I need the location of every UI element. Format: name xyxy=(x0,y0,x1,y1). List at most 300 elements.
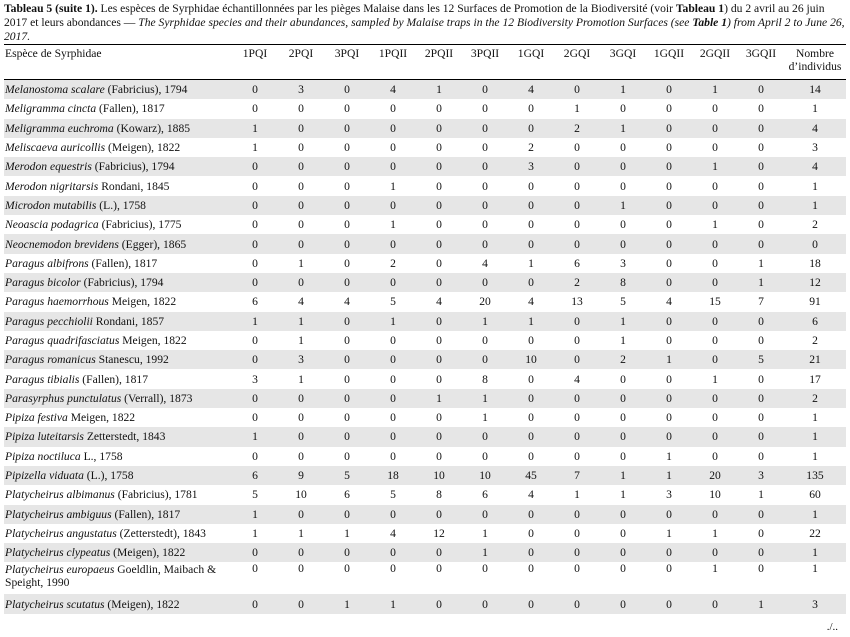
count-cell: 0 xyxy=(390,411,396,425)
count-cell: 4 xyxy=(528,488,534,502)
count-cell: 0 xyxy=(554,80,600,100)
count-cell: 2 xyxy=(554,273,600,292)
count-cell: 0 xyxy=(738,234,784,253)
species-authority: (Meigen), 1822 xyxy=(104,597,180,611)
count-cell: 8 xyxy=(482,372,488,386)
count-cell: 0 xyxy=(574,334,580,347)
species-name-cell xyxy=(4,80,232,100)
count-cell: 0 xyxy=(508,119,554,138)
species-authority: (Meigen), 1822 xyxy=(110,546,186,560)
count-cell: 0 xyxy=(554,543,600,562)
count-cell: 1 xyxy=(462,389,508,408)
count-cell: 1 xyxy=(712,526,718,540)
count-cell: 1 xyxy=(324,594,370,613)
count-cell: 20 xyxy=(479,295,491,309)
count-cell: 0 xyxy=(416,273,462,292)
species-binomial: Microdon mutabilis xyxy=(5,198,97,212)
count-cell: 0 xyxy=(370,350,416,369)
column-header: 1GQI xyxy=(508,46,554,80)
species-binomial: Paragus pecchiolii xyxy=(5,314,93,328)
species-authority: (Meigen), 1822 xyxy=(105,141,181,155)
total-count-cell: 12 xyxy=(784,273,846,292)
syrphidae-abundance-table xyxy=(4,46,846,614)
count-cell: 0 xyxy=(252,256,258,270)
column-header: 1PQI xyxy=(232,46,278,80)
count-cell: 1 xyxy=(232,312,278,331)
caption-french-table-ref: Tableau 1 xyxy=(675,2,725,15)
species-binomial: Meligramma cincta xyxy=(5,102,97,116)
count-cell: 0 xyxy=(436,218,442,232)
species-authority: (Fallen), 1817 xyxy=(96,102,165,116)
species-name-cell xyxy=(4,408,232,427)
count-cell: 5 xyxy=(738,350,784,369)
count-cell: 4 xyxy=(482,256,488,270)
count-cell: 0 xyxy=(554,312,600,331)
count-cell: 0 xyxy=(738,389,784,408)
species-name-cell xyxy=(4,312,232,331)
count-cell: 0 xyxy=(712,102,718,116)
species-authority: Rondani, 1845 xyxy=(98,179,170,193)
count-cell: 4 xyxy=(666,295,672,309)
count-cell: 1 xyxy=(666,526,672,540)
header-row xyxy=(4,46,846,80)
total-count-cell: 1 xyxy=(784,427,846,446)
count-cell: 1 xyxy=(462,312,508,331)
count-cell: 0 xyxy=(416,427,462,446)
count-cell: 0 xyxy=(574,218,580,232)
table-row xyxy=(4,215,846,234)
count-cell: 0 xyxy=(692,543,738,562)
count-cell: 1 xyxy=(416,80,462,100)
species-name-cell xyxy=(4,447,232,466)
species-name-cell xyxy=(4,273,232,292)
count-cell: 0 xyxy=(278,543,324,562)
count-cell: 0 xyxy=(416,594,462,613)
species-binomial: Pipiza noctiluca xyxy=(5,449,81,463)
count-cell: 0 xyxy=(324,543,370,562)
count-cell: 0 xyxy=(462,350,508,369)
count-cell: 0 xyxy=(528,449,534,463)
count-cell: 0 xyxy=(646,119,692,138)
count-cell: 0 xyxy=(666,256,672,270)
count-cell: 4 xyxy=(370,80,416,100)
count-cell: 0 xyxy=(298,141,304,155)
count-cell: 0 xyxy=(462,505,508,524)
species-name-cell xyxy=(4,369,232,388)
count-cell: 0 xyxy=(758,372,764,386)
count-cell: 0 xyxy=(738,119,784,138)
count-cell: 0 xyxy=(738,80,784,100)
count-cell: 0 xyxy=(508,234,554,253)
count-cell: 5 xyxy=(252,488,258,502)
count-cell: 9 xyxy=(278,466,324,485)
table-row xyxy=(4,369,846,388)
count-cell: 0 xyxy=(600,389,646,408)
count-cell: 0 xyxy=(600,157,646,176)
count-cell: 0 xyxy=(692,312,738,331)
column-header: 3PQII xyxy=(462,46,508,80)
count-cell: 0 xyxy=(692,427,738,446)
table-row xyxy=(4,138,846,157)
species-authority: Stanescu, 1992 xyxy=(95,353,169,367)
count-cell: 1 xyxy=(620,334,626,347)
count-cell: 0 xyxy=(482,179,488,193)
count-cell: 0 xyxy=(758,562,764,576)
count-cell: 0 xyxy=(528,334,534,347)
species-authority: (Fabricius), 1794 xyxy=(91,160,175,174)
count-cell: 0 xyxy=(666,141,672,155)
count-cell: 1 xyxy=(738,273,784,292)
count-cell: 0 xyxy=(508,273,554,292)
species-name-cell xyxy=(4,505,232,524)
count-cell: 1 xyxy=(600,80,646,100)
count-cell: 2 xyxy=(554,119,600,138)
count-cell: 1 xyxy=(252,141,258,155)
count-cell: 0 xyxy=(298,449,304,463)
count-cell: 0 xyxy=(344,562,350,576)
species-binomial: Platycheirus europaeus xyxy=(5,563,115,577)
count-cell: 0 xyxy=(278,119,324,138)
table-row xyxy=(4,562,846,594)
count-cell: 10 xyxy=(508,350,554,369)
table-row xyxy=(4,254,846,273)
count-cell: 5 xyxy=(390,295,396,309)
count-cell: 0 xyxy=(416,119,462,138)
species-authority: (Verrall), 1873 xyxy=(121,391,193,405)
count-cell: 4 xyxy=(436,295,442,309)
species-binomial: Parasyrphus punctulatus xyxy=(5,391,122,405)
total-count-cell: 4 xyxy=(784,119,846,138)
table-row xyxy=(4,389,846,408)
count-cell: 0 xyxy=(574,526,580,540)
table-row xyxy=(4,594,846,613)
count-cell: 1 xyxy=(252,526,258,540)
count-cell: 6 xyxy=(232,466,278,485)
count-cell: 4 xyxy=(508,80,554,100)
count-cell: 0 xyxy=(462,594,508,613)
caption-english-part-2: ) from April 2 to June 26, 2017. xyxy=(4,16,845,43)
table-row xyxy=(4,505,846,524)
total-count-cell: 21 xyxy=(784,350,846,369)
count-cell: 0 xyxy=(232,196,278,215)
species-authority: (Fabricius), 1781 xyxy=(114,488,198,502)
species-authority: Meigen, 1822 xyxy=(119,334,187,347)
count-cell: 0 xyxy=(252,102,258,116)
count-cell: 3 xyxy=(666,488,672,502)
count-cell: 1 xyxy=(712,562,718,576)
species-authority: Meigen, 1822 xyxy=(108,295,177,309)
species-name-cell xyxy=(4,389,232,408)
count-cell: 0 xyxy=(528,218,534,232)
count-cell: 0 xyxy=(370,234,416,253)
total-count-cell: 17 xyxy=(809,372,821,386)
count-cell: 0 xyxy=(436,179,442,193)
count-cell: 0 xyxy=(436,449,442,463)
table-row xyxy=(4,176,846,195)
count-cell: 1 xyxy=(712,372,718,386)
count-cell: 0 xyxy=(712,141,718,155)
count-cell: 0 xyxy=(416,505,462,524)
species-name-cell xyxy=(4,543,232,562)
count-cell: 1 xyxy=(692,80,738,100)
count-cell: 0 xyxy=(462,273,508,292)
count-cell: 4 xyxy=(574,372,580,386)
species-binomial: Merodon nigritarsis xyxy=(5,179,99,193)
count-cell: 3 xyxy=(278,350,324,369)
total-count-cell: 1 xyxy=(812,411,818,425)
table-row xyxy=(4,408,846,427)
count-cell: 1 xyxy=(646,350,692,369)
count-cell: 1 xyxy=(528,256,534,270)
count-cell: 0 xyxy=(758,449,764,463)
count-cell: 0 xyxy=(324,80,370,100)
species-binomial: Neocnemodon brevidens xyxy=(5,237,119,251)
count-cell: 0 xyxy=(436,562,442,576)
total-count-cell: 14 xyxy=(784,80,846,100)
count-cell: 1 xyxy=(232,505,278,524)
species-name-cell xyxy=(4,157,232,176)
column-header: 3GQII xyxy=(738,46,784,80)
count-cell: 45 xyxy=(508,466,554,485)
count-cell: 1 xyxy=(370,594,416,613)
table-row xyxy=(4,99,846,118)
species-authority: Goeldlin, Maibach & Speight, 1990 xyxy=(5,563,217,590)
count-cell: 0 xyxy=(666,372,672,386)
count-cell: 0 xyxy=(324,157,370,176)
count-cell: 7 xyxy=(554,466,600,485)
count-cell: 0 xyxy=(252,334,258,347)
count-cell: 0 xyxy=(390,334,396,347)
species-binomial: Pipiza festiva xyxy=(5,411,68,425)
species-name-cell xyxy=(4,427,232,446)
count-cell: 0 xyxy=(370,543,416,562)
count-cell: 18 xyxy=(370,466,416,485)
column-header: 2PQII xyxy=(416,46,462,80)
count-cell: 0 xyxy=(758,526,764,540)
count-cell: 6 xyxy=(252,295,258,309)
count-cell: 0 xyxy=(252,449,258,463)
count-cell: 5 xyxy=(390,488,396,502)
total-count-cell: 6 xyxy=(784,312,846,331)
species-authority: (Fabricius), 1794 xyxy=(104,83,188,97)
species-binomial: Paragus tibialis xyxy=(5,372,80,386)
species-name-cell xyxy=(4,254,232,273)
count-cell: 0 xyxy=(232,80,278,100)
count-cell: 4 xyxy=(528,295,534,309)
count-cell: 0 xyxy=(278,389,324,408)
count-cell: 0 xyxy=(692,196,738,215)
total-count-cell: 1 xyxy=(784,196,846,215)
count-cell: 0 xyxy=(436,141,442,155)
count-cell: 0 xyxy=(462,80,508,100)
count-cell: 0 xyxy=(646,427,692,446)
total-count-cell: 2 xyxy=(812,218,818,232)
count-cell: 0 xyxy=(324,234,370,253)
count-cell: 3 xyxy=(738,466,784,485)
species-authority: (Fallen), 1817 xyxy=(111,507,181,521)
caption-french-part-1: Les espèces de Syrphidae échantillonnées par les pièges Malaise dans les 12 Surfaces de Promotion de la Biodiversité (voir xyxy=(97,2,676,15)
species-name-cell xyxy=(4,485,232,504)
count-cell: 0 xyxy=(416,312,462,331)
count-cell: 1 xyxy=(462,543,508,562)
count-cell: 0 xyxy=(344,449,350,463)
count-cell: 0 xyxy=(738,157,784,176)
count-cell: 0 xyxy=(324,389,370,408)
count-cell: 5 xyxy=(620,295,626,309)
count-cell: 7 xyxy=(758,295,764,309)
count-cell: 1 xyxy=(390,218,396,232)
count-cell: 0 xyxy=(646,196,692,215)
species-name-cell xyxy=(4,99,232,118)
species-name-cell xyxy=(4,350,232,369)
count-cell: 0 xyxy=(462,157,508,176)
species-name-cell xyxy=(4,292,232,311)
count-cell: 0 xyxy=(482,102,488,116)
count-cell: 0 xyxy=(390,102,396,116)
count-cell: 0 xyxy=(508,505,554,524)
count-cell: 0 xyxy=(232,234,278,253)
count-cell: 0 xyxy=(666,562,672,576)
total-count-cell: 3 xyxy=(784,594,846,613)
count-cell: 5 xyxy=(324,466,370,485)
total-count-cell: 1 xyxy=(812,449,818,463)
species-authority: (Fabricius), 1794 xyxy=(80,276,164,290)
count-cell: 0 xyxy=(252,218,258,232)
count-cell: 3 xyxy=(252,372,258,386)
species-binomial: Platycheirus albimanus xyxy=(5,488,115,502)
table-row xyxy=(4,447,846,466)
species-binomial: Platycheirus angustatus xyxy=(5,526,117,540)
table-caption xyxy=(4,2,846,44)
count-cell: 0 xyxy=(758,179,764,193)
count-cell: 0 xyxy=(324,505,370,524)
count-cell: 0 xyxy=(324,312,370,331)
count-cell: 0 xyxy=(646,80,692,100)
count-cell: 0 xyxy=(344,179,350,193)
species-name-cell xyxy=(4,524,232,543)
count-cell: 0 xyxy=(482,218,488,232)
count-cell: 0 xyxy=(738,427,784,446)
caption-english-table-ref: Table 1 xyxy=(692,16,728,29)
total-count-cell: 2 xyxy=(784,389,846,408)
count-cell: 0 xyxy=(574,141,580,155)
count-cell: 0 xyxy=(666,179,672,193)
count-cell: 1 xyxy=(344,526,350,540)
count-cell: 4 xyxy=(298,295,304,309)
count-cell: 0 xyxy=(528,411,534,425)
count-cell: 0 xyxy=(344,218,350,232)
table-row xyxy=(4,273,846,292)
table-row xyxy=(4,331,846,350)
total-count-cell: 60 xyxy=(809,488,821,502)
count-cell: 0 xyxy=(298,179,304,193)
count-cell: 0 xyxy=(600,543,646,562)
table-row xyxy=(4,292,846,311)
column-header: 3GQI xyxy=(600,46,646,80)
species-authority: (L.), 1758 xyxy=(83,469,134,483)
count-cell: 1 xyxy=(482,526,488,540)
count-cell: 6 xyxy=(574,256,580,270)
table-row xyxy=(4,119,846,138)
count-cell: 0 xyxy=(646,543,692,562)
species-authority: Zetterstedt, 1843 xyxy=(83,430,166,444)
count-cell: 8 xyxy=(600,273,646,292)
count-cell: 0 xyxy=(554,234,600,253)
count-cell: 1 xyxy=(600,196,646,215)
count-cell: 0 xyxy=(600,505,646,524)
count-cell: 1 xyxy=(574,102,580,116)
count-cell: 0 xyxy=(600,427,646,446)
count-cell: 0 xyxy=(462,119,508,138)
table-row xyxy=(4,466,846,485)
count-cell: 0 xyxy=(298,562,304,576)
count-cell: 1 xyxy=(390,179,396,193)
count-cell: 0 xyxy=(324,273,370,292)
count-cell: 0 xyxy=(646,234,692,253)
count-cell: 0 xyxy=(278,234,324,253)
count-cell: 8 xyxy=(436,488,442,502)
count-cell: 0 xyxy=(390,372,396,386)
count-cell: 0 xyxy=(738,543,784,562)
species-binomial: Paragus bicolor xyxy=(5,276,81,290)
count-cell: 0 xyxy=(692,119,738,138)
count-cell: 0 xyxy=(600,234,646,253)
count-cell: 0 xyxy=(600,594,646,613)
count-cell: 1 xyxy=(620,488,626,502)
count-cell: 0 xyxy=(344,141,350,155)
count-cell: 0 xyxy=(324,350,370,369)
count-cell: 0 xyxy=(574,411,580,425)
count-cell: 0 xyxy=(370,427,416,446)
species-binomial: Paragus romanicus xyxy=(5,353,96,367)
count-cell: 10 xyxy=(295,488,307,502)
count-cell: 0 xyxy=(712,179,718,193)
count-cell: 0 xyxy=(508,389,554,408)
count-cell: 0 xyxy=(554,505,600,524)
count-cell: 0 xyxy=(436,411,442,425)
count-cell: 0 xyxy=(620,411,626,425)
count-cell: 2 xyxy=(528,141,534,155)
count-cell: 0 xyxy=(692,594,738,613)
count-cell: 0 xyxy=(554,196,600,215)
count-cell: 1 xyxy=(712,218,718,232)
species-binomial: Paragus haemorrhous xyxy=(5,295,109,309)
species-binomial: Paragus quadrifasciatus xyxy=(5,334,120,347)
count-cell: 0 xyxy=(620,218,626,232)
count-cell: 0 xyxy=(278,273,324,292)
table-row xyxy=(4,234,846,253)
count-cell: 0 xyxy=(252,562,258,576)
species-binomial: Platycheirus clypeatus xyxy=(5,546,111,560)
count-cell: 0 xyxy=(554,157,600,176)
table-row xyxy=(4,543,846,562)
species-binomial: Meliscaeva auricollis xyxy=(5,141,106,155)
count-cell: 0 xyxy=(620,562,626,576)
species-authority: (Fallen), 1817 xyxy=(88,256,158,270)
column-header: 2GQII xyxy=(692,46,738,80)
table-row xyxy=(4,196,846,215)
count-cell: 0 xyxy=(232,350,278,369)
count-cell: 0 xyxy=(508,543,554,562)
total-count-cell: 1 xyxy=(784,505,846,524)
count-cell: 0 xyxy=(554,427,600,446)
count-cell: 0 xyxy=(232,543,278,562)
count-cell: 0 xyxy=(278,594,324,613)
count-cell: 0 xyxy=(252,179,258,193)
total-count-cell: 18 xyxy=(809,256,821,270)
count-cell: 1 xyxy=(298,334,304,347)
count-cell: 1 xyxy=(508,312,554,331)
